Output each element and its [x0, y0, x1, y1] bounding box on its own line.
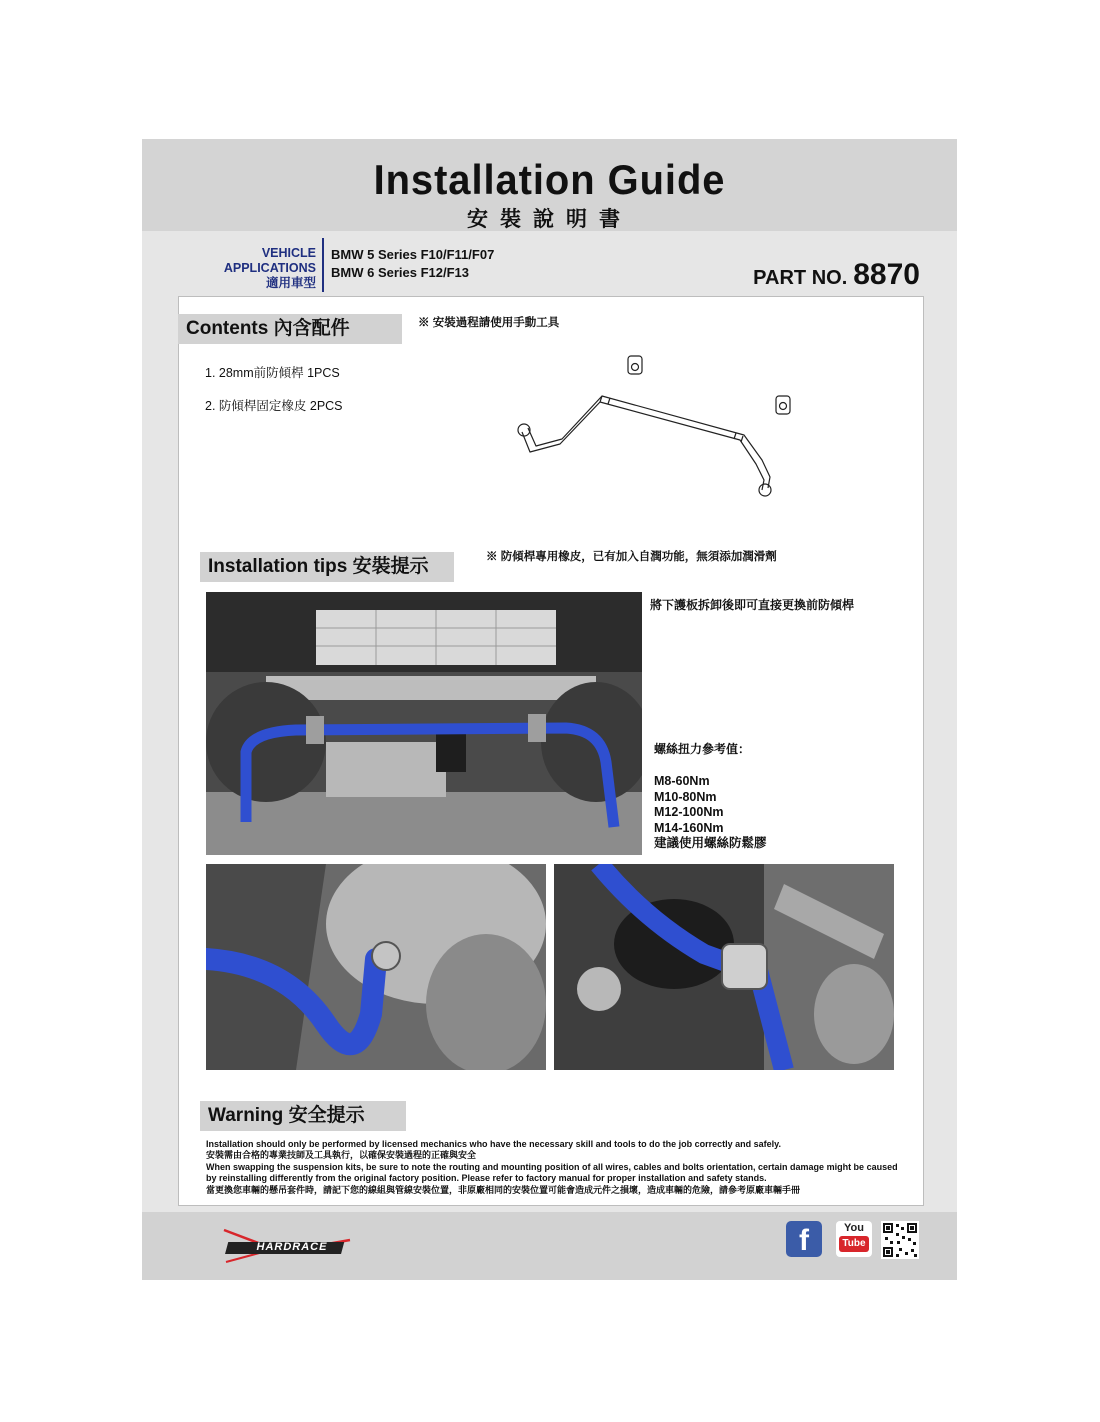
warning-text [206, 1139, 906, 1196]
part-number [753, 258, 920, 292]
youtube-label-bottom: Tube [839, 1236, 869, 1252]
torque-note: 建議使用螺絲防鬆膠 [654, 836, 767, 850]
torque-title: 螺絲扭力參考值： [654, 742, 751, 756]
vehicle-label-en: VEHICLE APPLICATIONS [223, 246, 316, 275]
facebook-icon[interactable] [786, 1221, 822, 1257]
page-subtitle: 安裝說明書 [467, 208, 632, 231]
torque-value: M10-80Nm [654, 789, 717, 804]
torque-value: M14-160Nm [654, 820, 724, 835]
facebook-glyph: f [786, 1221, 822, 1257]
vehicle-divider [322, 238, 324, 292]
youtube-label-top: You [844, 1222, 864, 1234]
photo-bushing-right [554, 864, 894, 1070]
vehicle-applications-label [176, 246, 316, 291]
photo-front-subframe [206, 592, 642, 855]
youtube-icon[interactable] [836, 1221, 872, 1257]
contents-heading: Contents 內含配件 [178, 314, 402, 344]
vehicle-models [331, 246, 494, 282]
contents-item: 1. 28mm前防傾桿 1PCS [205, 366, 340, 380]
warning-line: 當更換您車輛的懸吊套件時，請記下您的線組與管線安裝位置，非原廠相同的安裝位置可能會造成元件之損壞，造成車輛的危險，請參考原廠車輛手冊 [206, 1184, 801, 1195]
vehicle-label-zh: 適用車型 [265, 276, 316, 290]
part-number-value: 8870 [853, 258, 920, 291]
vehicle-model: BMW 5 Series F10/F11/F07 [331, 247, 495, 262]
warning-heading: Warning 安全提示 [200, 1101, 406, 1131]
torque-value: M12-100Nm [654, 805, 724, 819]
page-title: Installation Guide [373, 156, 726, 203]
qr-code-icon[interactable] [881, 1221, 919, 1264]
brand-name: HARDRACE [256, 1241, 328, 1253]
part-number-label: PART NO. [753, 267, 848, 289]
tips-side-note: 將下護板拆卸後即可直接更換前防傾桿 [650, 598, 855, 612]
warning-line: Installation should only be performed by licensed mechanics who have the necessary skill and tools to do the job correctly and safely. [206, 1139, 781, 1149]
warning-line: When swapping the suspension kits, be sure to note the routing and mounting position of all wires, cables and bolts orientation, certain damage might be caused by reinstalling differently from the original factory position. Please refer to factory manual for proper installation and safety stands. [206, 1161, 898, 1184]
vehicle-model: BMW 6 Series F12/F13 [331, 265, 469, 280]
tips-heading: Installation tips 安裝提示 [200, 552, 454, 582]
contents-note: ※ 安裝過程請使用手動工具 [418, 317, 560, 329]
tips-note: ※ 防傾桿專用橡皮，已有加入自潤功能，無須添加潤滑劑 [486, 551, 777, 563]
sway-bar-drawing [500, 340, 820, 520]
torque-list [654, 774, 767, 852]
torque-value: M8-60Nm [654, 774, 710, 788]
warning-line: 安裝需由合格的專業技師及工具執行，以確保安裝過程的正確與安全 [206, 1150, 477, 1161]
hardrace-logo [222, 1228, 352, 1269]
contents-item: 2. 防傾桿固定橡皮 2PCS [205, 399, 343, 413]
photo-endlink-left [206, 864, 546, 1070]
